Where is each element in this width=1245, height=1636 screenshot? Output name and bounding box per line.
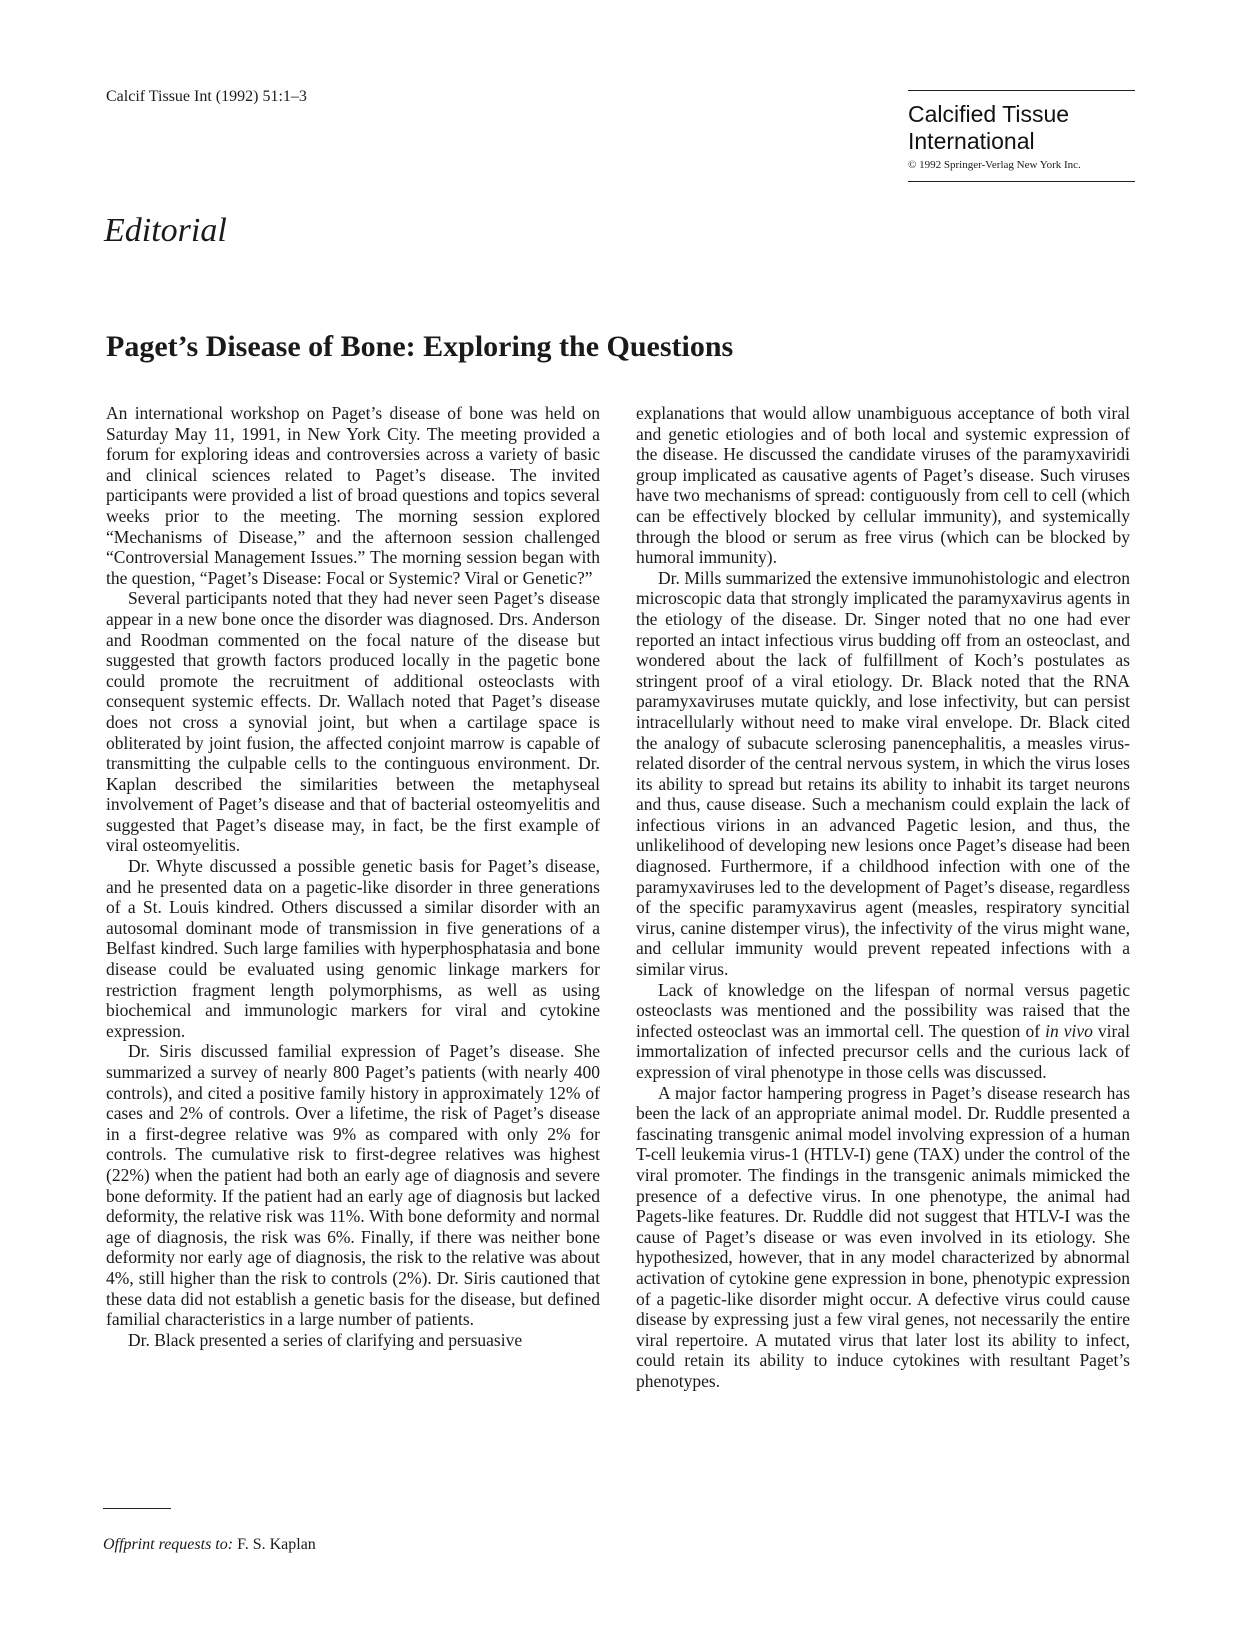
journal-name — [908, 101, 1135, 155]
footnote-name: F. S. Kaplan — [237, 1536, 316, 1553]
footnote-rule — [103, 1508, 171, 1509]
article-title: Paget’s Disease of Bone: Exploring the Questions — [106, 330, 734, 363]
section-label: Editorial — [104, 212, 227, 249]
masthead-top-rule — [908, 90, 1135, 91]
copyright-notice: © 1992 Springer-Verlag New York Inc. — [908, 159, 1081, 171]
masthead-bottom-rule — [908, 181, 1135, 182]
paragraph-text: Lack of knowledge on the lifespan of normal versus pagetic osteoclasts was mentioned and the possibility was raised that the infected osteoclast was an immortal cell. The question of — [636, 979, 1130, 1041]
left-column — [106, 403, 600, 1350]
paragraph: A major factor hampering progress in Paget’s disease research has been the lack of an appropriate animal model. Dr. Ruddle presented a fascinating transgenic animal model involving expression of a human T-cell leukemia virus-1 (HTLV-I) gene (TAX) under the control of the viral promoter. The findings in the transgenic animals mimicked the presence of a defective virus. In one phenotype, the animal had Pagets-like features. Dr. Ruddle did not suggest that HTLV-I was the cause of Paget’s disease or was even involved in its etiology. She hypothesized, however, that in any model characterized by abnormal activation of cytokine gene expression in bone, phenotypic expression of a pagetic-like disorder might occur. A defective virus could cause disease by expressing just a few viral genes, not necessarily the entire viral repertoire. A mutated virus that later lost its ability to infect, could retain its ability to induce cytokines with resultant Paget’s phenotypes. — [636, 1082, 1130, 1391]
paragraph: Dr. Whyte discussed a possible genetic basis for Paget’s disease, and he presented data on a pagetic-like disorder in three generations of a St. Louis kindred. Others discussed a similar disorder with an autosomal dominant mode of transmission in five generations of a Belfast kindred. Such large families with hyperphosphatasia and bone disease could be evaluated using genomic linkage markers for restriction fragment length polymorphisms, as well as using biochemical and immunologic markers for viral and cytokine expression. — [106, 856, 600, 1041]
paragraph: Dr. Mills summarized the extensive immunohistologic and electron microscopic data that strongly implicated the paramyxavirus agents in the etiology of the disease. Dr. Singer noted that no one had ever reported an intact infectious virus budding off from an osteoclast, and wondered about the lack of fulfillment of Koch’s postulates as stringent proof of a viral etiology. Dr. Black noted that the RNA paramyxaviruses mutate quickly, and lose infectivity, but can persist intracellularly without need to make viral envelope. Dr. Black cited the analogy of subacute sclerosing panencephalitis, a measles virus-related disorder of the central nervous system, in which the virus loses its ability to spread but retains its ability to inhabit its target neurons and thus, cause disease. Such a mechanism could explain the lack of infectious virions in an advanced Pagetic lesion, and thus, the unlikelihood of developing new lesions once Paget’s disease had been diagnosed. Furthermore, if a childhood infection with one of the paramyxaviruses led to the development of Paget’s disease, regardless of the specific paramyxavirus agent (measles, respiratory syncitial virus, canine distemper virus), the infectivity of the virus might wane, and cellular immunity would prevent repeated infections with a similar virus. — [636, 567, 1130, 980]
paragraph: Dr. Siris discussed familial expression of Paget’s disease. She summarized a survey of nearly 800 Paget’s patients (with nearly 400 controls), and cited a positive family history in approximately 12% of cases and 2% of controls. Over a lifetime, the risk of Paget’s disease in a first-degree relative was 9% as compared with only 2% for controls. The cumulative risk to first-degree relatives was highest (22%) when the patient had both an early age of diagnosis and severe bone deformity. If the patient had an early age of diagnosis but lacked deformity, the relative risk was 11%. With bone deformity and normal age of diagnosis, the risk was 6%. Finally, if there was neither bone deformity nor early age of diagnosis, the risk to the relative was about 4%, still higher than the risk to controls (2%). Dr. Siris cautioned that these data did not establish a genetic basis for the disease, but defined familial characteristics in a large number of patients. — [106, 1041, 600, 1330]
paragraph — [636, 980, 1130, 1083]
journal-name-line1: Calcified Tissue — [908, 101, 1070, 127]
paragraph: Several participants noted that they had never seen Paget’s disease appear in a new bone once the disorder was diagnosed. Drs. Anderson and Roodman commented on the focal nature of the disease but suggested that growth factors produced locally in the pagetic bone could promote the recruitment of additional osteoclasts with consequent systemic effects. Dr. Wallach noted that Paget’s disease does not cross a synovial joint, but when a cartilage space is obliterated by joint fusion, the affected conjoint marrow is capable of transmitting the culpable cells to the continguous environment. Dr. Kaplan described the similarities between the metaphyseal involvement of Paget’s disease and that of bacterial osteomyelitis and suggested that Paget’s disease may, in fact, be the first example of viral osteomyelitis. — [106, 588, 600, 856]
paragraph: explanations that would allow unambiguous acceptance of both viral and genetic etiologies and of both local and systemic expression of the disease. He discussed the candidate viruses of the paramyxaviridi group implicated as causative agents of Paget’s disease. Such viruses have two mechanisms of spread: contiguously from cell to cell (which can be effectively blocked by cellular immunity), and systemically through the blood or serum as free virus (which can be blocked by humoral immunity). — [636, 403, 1130, 568]
journal-masthead — [908, 90, 1135, 182]
footnote-label: Offprint requests to: — [103, 1536, 234, 1553]
journal-name-line2: International — [908, 128, 1035, 154]
paragraph-text: viral immortalization of infected precursor cells and the curious lack of expression of viral phenotype in those cells was discussed. — [636, 1020, 1131, 1082]
paragraph: An international workshop on Paget’s disease of bone was held on Saturday May 11, 1991, in New York City. The meeting provided a forum for exploring ideas and controversies across a variety of basic and clinical sciences related to Paget’s disease. The invited participants were provided a list of broad questions and topics several weeks prior to the meeting. The morning session explored “Mechanisms of Disease,” and the afternoon session challenged “Controversial Management Issues.” The morning session began with the question, “Paget’s Disease: Focal or Systemic? Viral or Genetic?” — [106, 403, 600, 588]
citation-line: Calcif Tissue Int (1992) 51:1–3 — [106, 88, 307, 105]
footnote — [103, 1536, 316, 1554]
paragraph: Dr. Black presented a series of clarifying and persuasive — [128, 1329, 523, 1350]
italic-term: in vivo — [1045, 1020, 1093, 1041]
right-column — [636, 403, 1130, 1392]
